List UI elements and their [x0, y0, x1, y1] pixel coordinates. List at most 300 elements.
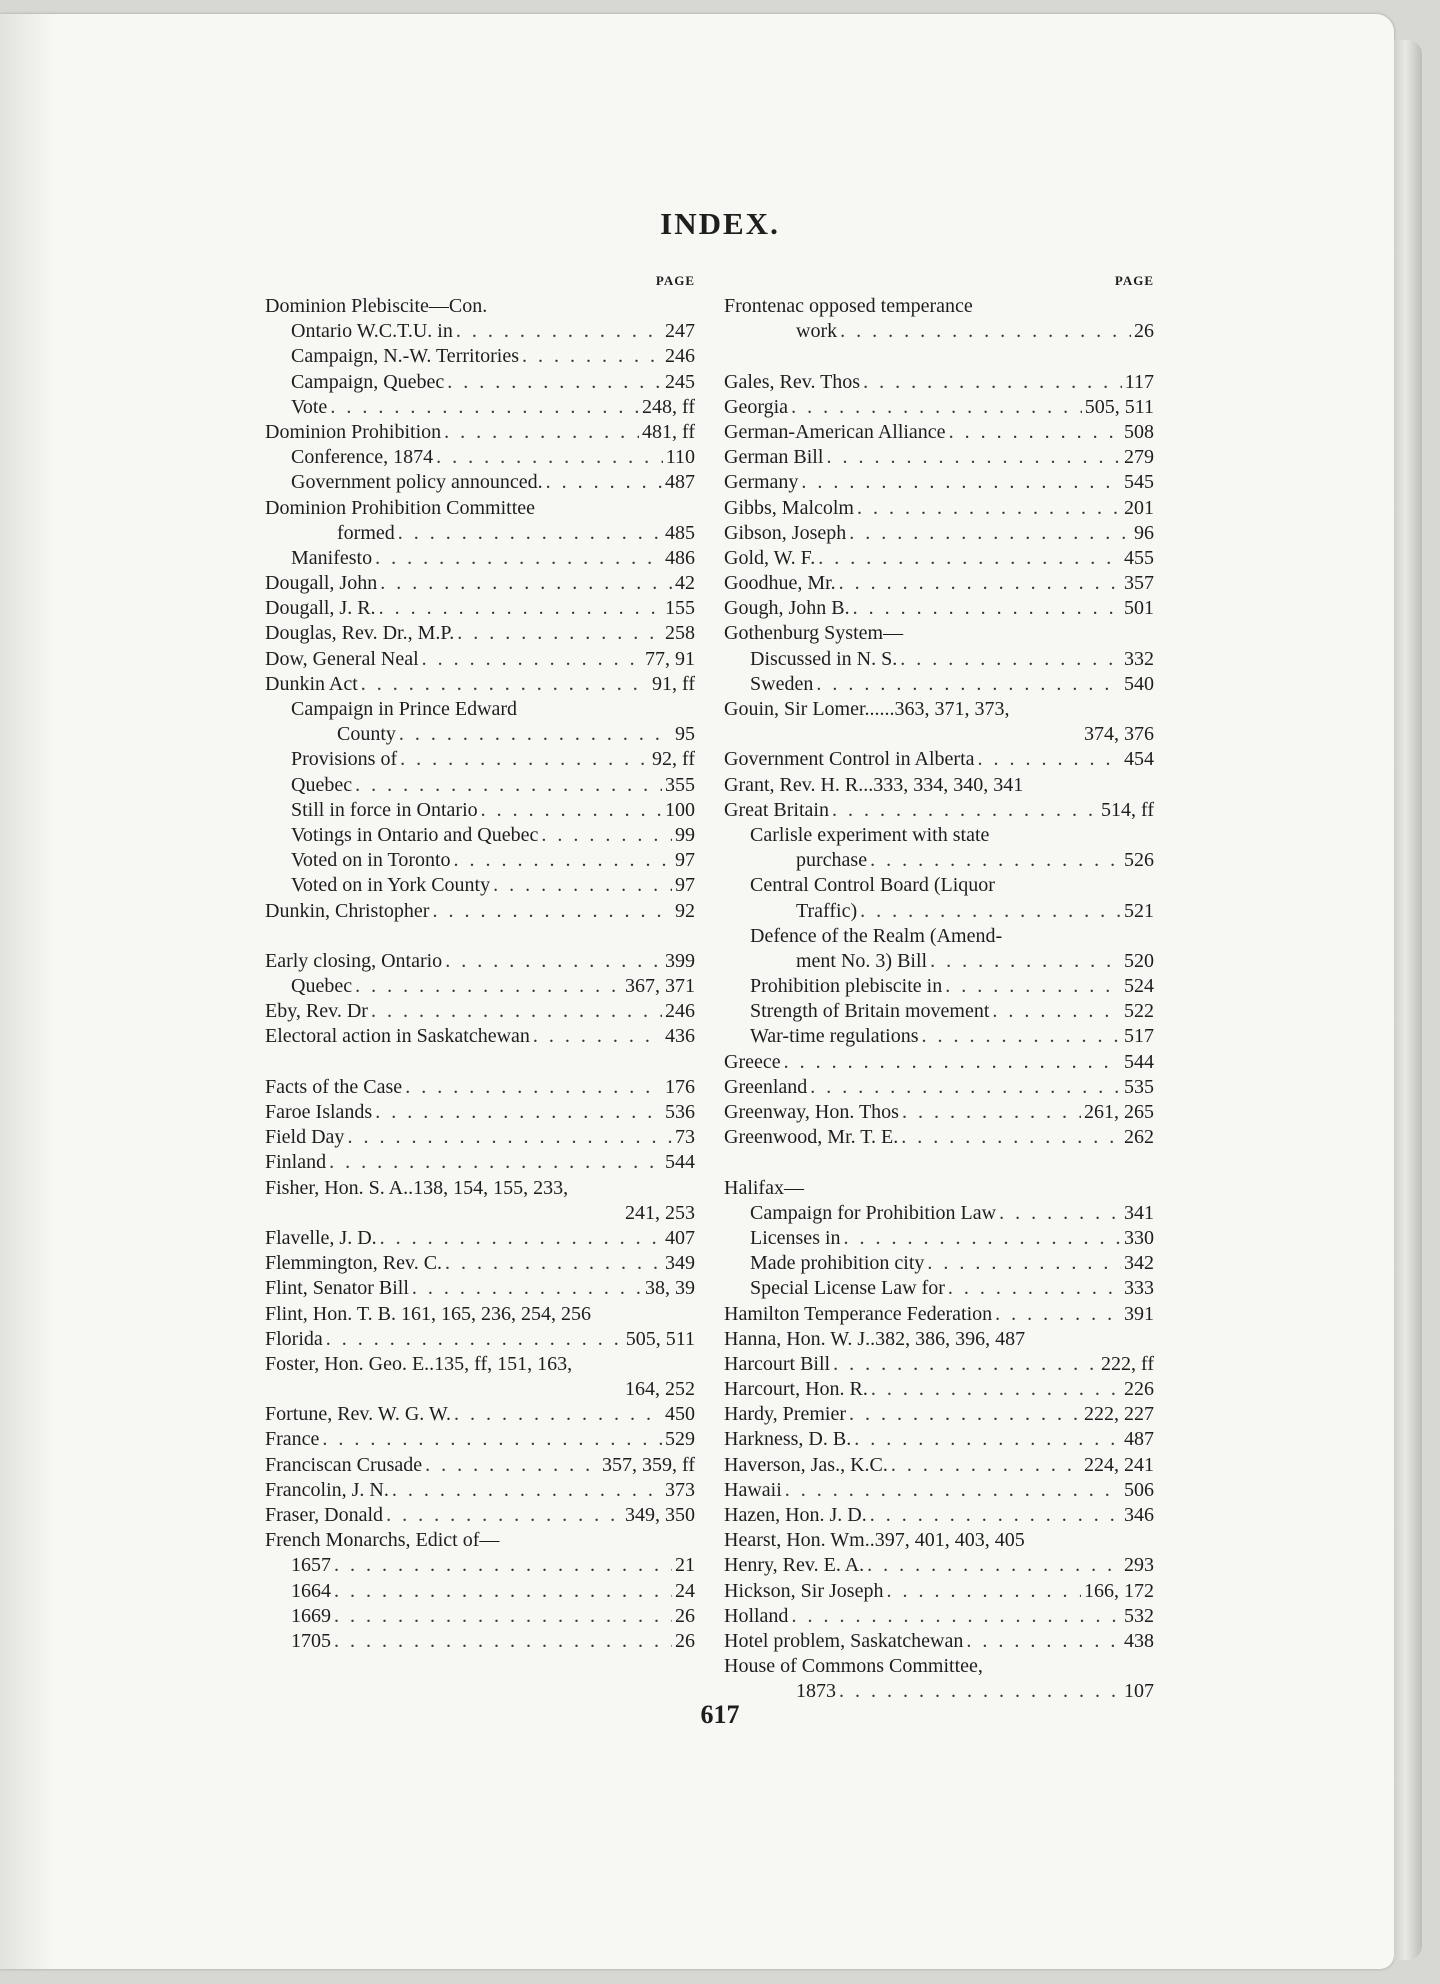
page-title: INDEX. — [660, 206, 780, 241]
index-entry — [724, 1251, 1154, 1276]
entry-text: Faroe Islands — [265, 1101, 373, 1123]
entry-text: Dominion Plebiscite—Con. — [265, 295, 488, 317]
dot-leader — [810, 1075, 1121, 1100]
dot-leader — [330, 395, 639, 420]
index-entry — [265, 1226, 695, 1251]
dot-leader — [867, 1553, 1121, 1578]
index-entry — [265, 1075, 695, 1100]
index-entry — [265, 319, 695, 344]
entry-text: Flavelle, J. D. — [265, 1226, 377, 1249]
dot-leader — [399, 722, 672, 747]
entry-text: Greece — [724, 1050, 781, 1073]
page-edge — [1394, 40, 1422, 1960]
index-entry — [724, 697, 1154, 722]
dot-leader — [456, 319, 662, 344]
entry-text: Defence of the Realm (Amend- — [750, 924, 1003, 947]
entry-page-ref: 517 — [1124, 1025, 1154, 1048]
index-entry — [724, 1201, 1154, 1226]
entry-text: Facts of the Case — [265, 1075, 403, 1098]
entry-text: Field Day — [265, 1126, 345, 1149]
entry-text: Goodhue, Mr. — [724, 572, 836, 595]
entry-text: Finland — [265, 1151, 327, 1174]
dot-leader — [361, 672, 649, 697]
entry-text: Still in force in Ontario — [291, 798, 478, 821]
entry-page-ref: 222, 227 — [1084, 1403, 1154, 1426]
index-entry — [724, 420, 1154, 445]
entry-page-ref: 373 — [665, 1478, 695, 1501]
entry-text: Dougall, John — [265, 572, 378, 595]
index-entry — [724, 949, 1154, 974]
dot-leader — [329, 1150, 662, 1175]
entry-text: Dunkin Act — [265, 672, 358, 695]
index-entry — [265, 521, 695, 546]
entry-page-ref: 24 — [675, 1579, 695, 1602]
dot-leader — [334, 1604, 672, 1629]
entry-page-ref: 99 — [675, 823, 695, 846]
entry-text: Campaign for Prohibition Law — [750, 1201, 997, 1224]
entry-text: Holland — [724, 1604, 789, 1627]
index-entry — [265, 1553, 695, 1578]
dot-leader — [922, 1024, 1122, 1049]
entry-page-ref: 357, 359, ff — [602, 1453, 695, 1476]
entry-text: Georgia — [724, 395, 789, 418]
index-entry — [265, 873, 695, 898]
index-entry — [724, 395, 1154, 420]
index-entry — [265, 949, 695, 974]
index-entry — [724, 823, 1154, 848]
dot-leader — [791, 1604, 1121, 1629]
entry-text: Carlisle experiment with state — [750, 823, 990, 846]
entry-text: Hazen, Hon. J. D. — [724, 1504, 867, 1526]
entry-text: Manifesto — [291, 546, 373, 569]
entry-page-ref: 349, 350 — [625, 1504, 695, 1526]
entry-page-ref: 349 — [665, 1252, 695, 1275]
index-entry — [265, 1629, 695, 1654]
index-entry — [265, 1579, 695, 1604]
index-entry — [724, 1024, 1154, 1049]
index-entry — [724, 974, 1154, 999]
entry-text: Hamilton Temperance Federation — [724, 1302, 993, 1325]
dot-leader — [833, 1352, 1098, 1377]
entry-text: Dunkin, Christopher — [265, 899, 430, 922]
entry-page-ref: 450 — [665, 1403, 695, 1426]
entry-page-ref: 485 — [665, 521, 695, 544]
dot-leader — [999, 1201, 1121, 1226]
index-entry — [265, 1377, 695, 1402]
entry-text: Franciscan Crusade — [265, 1453, 423, 1476]
index-entry — [265, 571, 695, 596]
index-entry — [724, 672, 1154, 697]
index-entry — [265, 395, 695, 420]
entry-page-ref: 505, 511 — [625, 1327, 695, 1350]
dot-leader — [405, 1075, 662, 1100]
entry-page-ref: 107 — [1124, 1680, 1154, 1703]
index-entry — [265, 496, 695, 521]
entry-text: Gold, W. F. — [724, 546, 816, 569]
entry-page-ref: 522 — [1124, 1000, 1154, 1023]
entry-page-ref: 262 — [1124, 1126, 1154, 1149]
index-entry — [724, 1604, 1154, 1629]
dot-leader — [355, 773, 662, 798]
entry-text: Gouin, Sir Lomer......363, 371, 373, — [724, 698, 1010, 720]
dot-leader — [522, 344, 662, 369]
entry-text: Hanna, Hon. W. J..382, 386, 396, 487 — [724, 1327, 1026, 1350]
index-entry — [265, 672, 695, 697]
entry-text: Special License Law for — [750, 1277, 945, 1300]
entry-text: 1705 — [291, 1629, 331, 1652]
index-entry — [265, 1125, 695, 1150]
entry-page-ref: 246 — [665, 1000, 695, 1023]
entry-page-ref: 399 — [665, 949, 695, 972]
index-entry — [265, 773, 695, 798]
dot-leader — [870, 848, 1121, 873]
book-page — [0, 14, 1394, 1969]
dot-leader — [432, 899, 672, 924]
entry-page-ref: 224, 241 — [1084, 1453, 1154, 1476]
index-entry — [265, 420, 695, 445]
entry-text: Greenway, Hon. Thos — [724, 1101, 899, 1123]
entry-page-ref: 95 — [675, 723, 695, 746]
dot-leader — [457, 621, 662, 646]
entry-page-ref: 508 — [1124, 420, 1154, 443]
dot-leader — [447, 370, 662, 395]
entry-text: Campaign, N.-W. Territories — [291, 345, 519, 368]
dot-leader — [886, 1579, 1081, 1604]
entry-page-ref: 26 — [1134, 320, 1154, 343]
index-entry — [265, 1327, 695, 1352]
index-entry — [724, 1553, 1154, 1578]
entry-text: Gibbs, Malcolm — [724, 496, 854, 519]
entry-text: Germany — [724, 471, 799, 494]
entry-page-ref: 92 — [675, 899, 695, 922]
index-entries — [724, 294, 1154, 1705]
entry-page-ref: 526 — [1124, 849, 1154, 872]
entry-page-ref: 332 — [1124, 647, 1154, 670]
entry-page-ref: 21 — [675, 1554, 695, 1577]
dot-leader — [902, 1100, 1081, 1125]
dot-leader — [948, 1276, 1121, 1301]
entry-page-ref: 455 — [1124, 546, 1154, 569]
entry-page-ref: 540 — [1124, 672, 1154, 695]
entry-page-ref: 535 — [1124, 1075, 1154, 1098]
entry-text: Early closing, Ontario — [265, 949, 443, 972]
dot-leader — [398, 521, 662, 546]
entry-page-ref: 454 — [1124, 748, 1154, 771]
column-header: PAGE — [1114, 273, 1154, 288]
dot-leader — [849, 521, 1131, 546]
index-entry — [724, 1176, 1154, 1201]
dot-leader — [436, 445, 663, 470]
entry-text: Central Control Board (Liquor — [750, 874, 995, 897]
entry-page-ref: 246 — [665, 345, 695, 368]
index-entry — [265, 370, 695, 395]
entry-page-ref: 514, ff — [1101, 798, 1154, 821]
dot-leader — [860, 899, 1121, 924]
entry-text: Strength of Britain movement — [750, 1000, 990, 1023]
index-entry — [265, 1528, 695, 1553]
index-entry — [724, 1100, 1154, 1125]
index-entry — [724, 1075, 1154, 1100]
entry-text: work — [796, 320, 838, 343]
entry-page-ref: 532 — [1124, 1604, 1154, 1627]
dot-leader — [992, 999, 1121, 1024]
dot-leader — [966, 1629, 1121, 1654]
index-entry — [724, 773, 1154, 798]
dot-leader — [445, 949, 662, 974]
index-entry — [724, 747, 1154, 772]
entry-text: Harcourt, Hon. R. — [724, 1378, 868, 1401]
entry-page-ref: 110 — [665, 446, 695, 469]
entry-text: German Bill — [724, 446, 824, 469]
page-number: 617 — [700, 1700, 740, 1729]
entry-page-ref: 544 — [1124, 1050, 1154, 1073]
entry-page-ref: 545 — [1124, 471, 1154, 494]
index-entry — [724, 1352, 1154, 1377]
entry-text: War-time regulations — [750, 1025, 919, 1048]
dot-leader — [454, 848, 672, 873]
entry-page-ref: 506 — [1124, 1478, 1154, 1501]
entry-page-ref: 77, 91 — [645, 647, 695, 670]
entry-page-ref: 536 — [665, 1101, 695, 1123]
dot-leader — [347, 1125, 672, 1150]
entry-page-ref: 521 — [1124, 899, 1154, 922]
entry-page-ref: 333 — [1124, 1277, 1154, 1300]
entry-text: Conference, 1874 — [291, 446, 434, 469]
index-entry — [724, 1654, 1154, 1679]
index-entry — [724, 899, 1154, 924]
entry-text: House of Commons Committee, — [724, 1655, 983, 1678]
index-entry — [265, 697, 695, 722]
entry-text: Francolin, J. N. — [265, 1478, 389, 1501]
entry-text: Voted on in York County — [291, 874, 491, 897]
entry-text: Greenwood, Mr. T. E. — [724, 1126, 899, 1149]
entry-page-ref: 226 — [1124, 1378, 1154, 1401]
index-entry — [265, 722, 695, 747]
index-entry — [265, 1453, 695, 1478]
index-entry — [265, 747, 695, 772]
index-entry — [265, 974, 695, 999]
entry-page-ref: 164, 252 — [625, 1378, 695, 1401]
entry-text: Fraser, Donald — [265, 1504, 384, 1526]
dot-leader — [870, 1503, 1121, 1528]
entry-text: Florida — [265, 1327, 323, 1350]
entry-page-ref: 487 — [1124, 1428, 1154, 1451]
entry-text: Electoral action in Saskatchewan — [265, 1025, 530, 1048]
column-header: PAGE — [655, 273, 695, 288]
entry-text: Flint, Senator Bill — [265, 1277, 409, 1300]
dot-leader — [334, 1579, 672, 1604]
index-entry — [265, 445, 695, 470]
entry-page-ref: 166, 172 — [1084, 1579, 1154, 1602]
entry-text: 1873 — [796, 1680, 836, 1703]
dot-leader — [334, 1553, 672, 1578]
page-gutter — [0, 14, 55, 1969]
index-entry — [724, 294, 1154, 319]
entry-text: Voted on in Toronto — [291, 849, 451, 872]
index-entry — [265, 848, 695, 873]
dot-leader — [412, 1276, 642, 1301]
index-entry — [265, 344, 695, 369]
entry-text: Gales, Rev. Thos — [724, 370, 861, 393]
dot-leader — [949, 420, 1121, 445]
entry-page-ref: 279 — [1124, 446, 1154, 469]
entry-page-ref: 438 — [1124, 1629, 1154, 1652]
dot-leader — [375, 1100, 662, 1125]
entry-text: Hawaii — [724, 1478, 782, 1501]
index-entry — [265, 1024, 695, 1049]
entry-page-ref: 436 — [665, 1025, 695, 1048]
entry-page-ref: 91, ff — [652, 672, 695, 695]
entry-text: Henry, Rev. E. A. — [724, 1554, 865, 1577]
index-entry — [265, 546, 695, 571]
entry-text: ment No. 3) Bill — [796, 949, 928, 972]
entry-page-ref: 481, ff — [642, 420, 695, 443]
entry-text: Harcourt Bill — [724, 1352, 831, 1375]
dot-leader — [785, 1478, 1121, 1503]
dot-leader — [901, 1125, 1121, 1150]
entry-text: Gibson, Joseph — [724, 521, 847, 544]
dot-leader — [400, 747, 649, 772]
entry-text: Haverson, Jas., K.C. — [724, 1453, 888, 1476]
index-entry — [265, 470, 695, 495]
dot-leader — [481, 798, 662, 823]
entry-text: Frontenac opposed temperance — [724, 295, 973, 317]
dot-leader — [863, 370, 1122, 395]
entry-page-ref: 26 — [675, 1629, 695, 1652]
entry-page-ref: 258 — [665, 622, 695, 645]
entry-page-ref: 26 — [675, 1604, 695, 1627]
index-entry — [265, 1352, 695, 1377]
index-entry — [724, 1402, 1154, 1427]
dot-leader — [927, 1251, 1121, 1276]
dot-leader — [801, 470, 1121, 495]
entry-text: German-American Alliance — [724, 420, 946, 443]
index-entry — [265, 1402, 695, 1427]
index-entry — [265, 1302, 695, 1327]
entry-page-ref: 92, ff — [652, 748, 695, 771]
entry-text: Great Britain — [724, 798, 829, 821]
entry-text: Eby, Rev. Dr — [265, 1000, 368, 1023]
index-entry — [265, 1427, 695, 1452]
entry-page-ref: 42 — [675, 572, 695, 595]
dot-leader — [891, 1453, 1081, 1478]
entry-text: Traffic) — [796, 899, 858, 922]
entry-text: Gough, John B. — [724, 597, 850, 620]
index-entry — [265, 798, 695, 823]
entry-page-ref: 96 — [1134, 521, 1154, 544]
dot-leader — [784, 1050, 1121, 1075]
entry-text: 1657 — [291, 1554, 331, 1577]
entry-text: France — [265, 1428, 320, 1451]
entry-text: Government policy announced. — [291, 471, 543, 494]
entry-page-ref: 176 — [665, 1075, 695, 1098]
dot-leader — [839, 571, 1121, 596]
entry-text: Flint, Hon. T. B. 161, 165, 236, 254, 256 — [265, 1302, 591, 1325]
entry-text: Campaign in Prince Edward — [291, 698, 518, 720]
index-entry — [724, 1327, 1154, 1352]
entry-page-ref: 520 — [1124, 949, 1154, 972]
index-entry — [724, 1276, 1154, 1301]
entry-page-ref: 293 — [1124, 1554, 1154, 1577]
index-entry — [724, 1377, 1154, 1402]
entry-text: 1669 — [291, 1604, 331, 1627]
dot-leader — [379, 596, 662, 621]
index-entry — [265, 1503, 695, 1528]
entry-text: Provisions of — [291, 748, 398, 771]
dot-leader — [930, 949, 1121, 974]
index-entry — [724, 873, 1154, 898]
dot-leader — [853, 596, 1121, 621]
entry-text: Discussed in N. S. — [750, 647, 898, 670]
entry-text: Gothenburg System— — [724, 622, 904, 645]
index-entry — [724, 924, 1154, 949]
dot-leader — [322, 1427, 662, 1452]
index-entry — [724, 848, 1154, 873]
entry-page-ref: 355 — [665, 773, 695, 796]
entry-page-ref: 248, ff — [642, 395, 695, 418]
dot-leader — [422, 647, 642, 672]
dot-leader — [334, 1629, 672, 1654]
index-entry — [265, 1176, 695, 1201]
index-entry — [724, 722, 1154, 747]
index-entry — [265, 999, 695, 1024]
entry-text: Licenses in — [750, 1226, 841, 1249]
entry-text: Fortune, Rev. W. G. W. — [265, 1403, 451, 1426]
index-entry — [724, 1629, 1154, 1654]
entry-text: Quebec — [291, 975, 353, 998]
entry-page-ref: 261, 265 — [1084, 1101, 1154, 1123]
entry-page-ref: 374, 376 — [1084, 723, 1154, 746]
entry-page-ref: 341 — [1124, 1201, 1154, 1224]
entry-text: Fisher, Hon. S. A..138, 154, 155, 233, — [265, 1176, 569, 1199]
index-spacer — [265, 1050, 695, 1075]
index-column-left — [265, 268, 695, 1654]
entry-text: Dominion Prohibition Committee — [265, 496, 535, 519]
index-entry — [724, 1050, 1154, 1075]
dot-leader — [392, 1478, 662, 1503]
dot-leader — [978, 747, 1121, 772]
index-entry — [724, 798, 1154, 823]
dot-leader — [380, 1226, 662, 1251]
dot-leader — [541, 823, 672, 848]
entry-text: Hearst, Hon. Wm..397, 401, 403, 405 — [724, 1529, 1025, 1552]
entry-text: Government Control in Alberta — [724, 748, 975, 771]
index-entry — [724, 470, 1154, 495]
dot-leader — [454, 1402, 662, 1427]
entry-text: Dow, General Neal — [265, 647, 419, 670]
entry-page-ref: 97 — [675, 874, 695, 897]
index-entry — [265, 1478, 695, 1503]
index-entry — [724, 647, 1154, 672]
dot-leader — [857, 496, 1121, 521]
index-entry — [265, 621, 695, 646]
dot-leader — [900, 647, 1121, 672]
entry-text: Halifax— — [724, 1176, 804, 1199]
entry-text: Flemmington, Rev. C. — [265, 1252, 443, 1275]
entry-page-ref: 505, 511 — [1084, 395, 1154, 418]
dot-leader — [444, 420, 639, 445]
index-column-right — [724, 268, 1154, 1705]
index-entry — [724, 546, 1154, 571]
dot-leader — [832, 798, 1098, 823]
entry-text: Dougall, J. R. — [265, 597, 376, 620]
index-entry — [724, 370, 1154, 395]
index-entry — [724, 1125, 1154, 1150]
entry-page-ref: 247 — [665, 320, 695, 343]
dot-leader — [445, 1251, 662, 1276]
index-entry — [265, 1251, 695, 1276]
dot-leader — [818, 546, 1121, 571]
